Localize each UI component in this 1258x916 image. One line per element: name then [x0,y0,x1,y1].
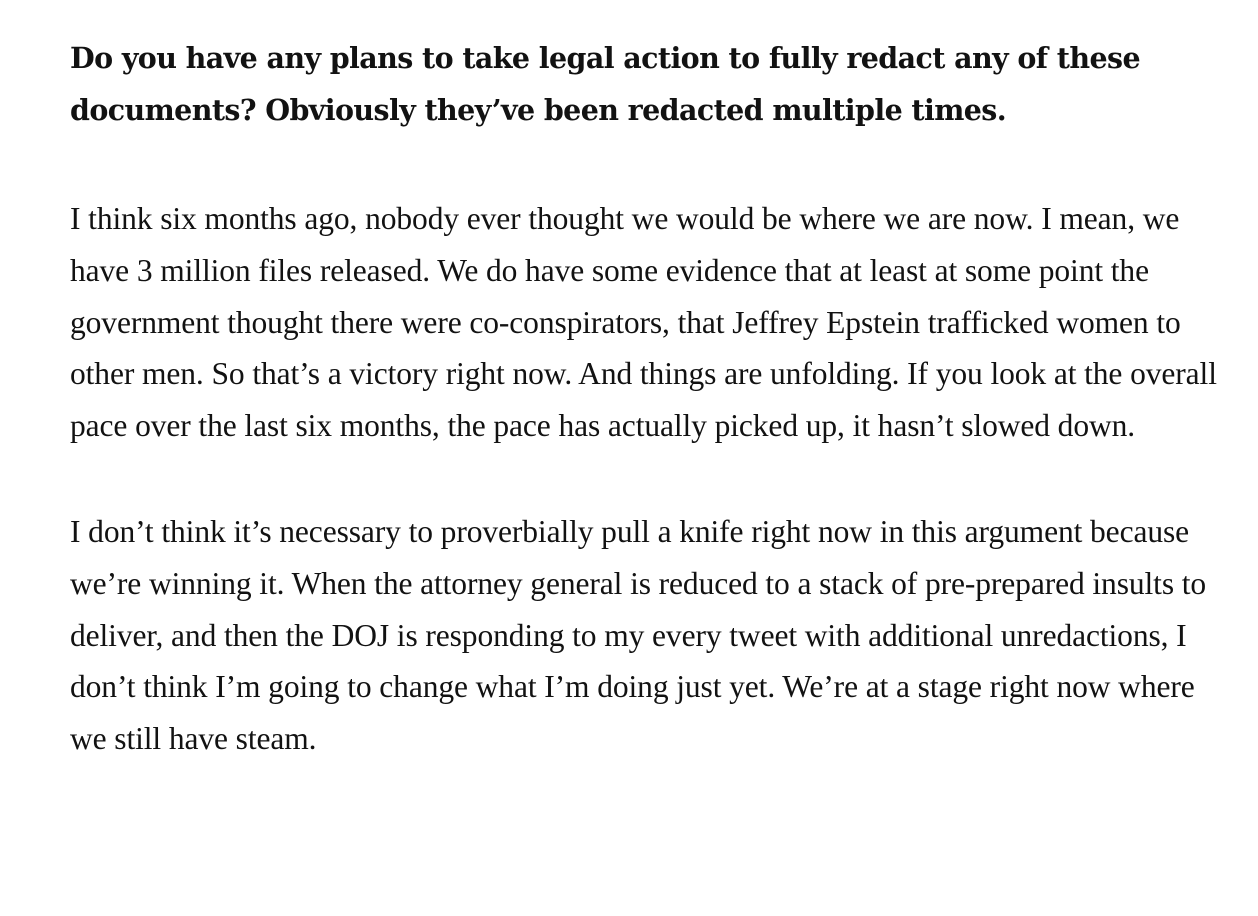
interview-question: Do you have any plans to take legal action to fully redact any of these documents? Obviously they’ve been redacted multiple times. [70,41,1140,127]
interview-answer-paragraph: I don’t think it’s necessary to proverbially pull a knife right now in this argument because we’re winning it. When the attorney general is reduced to a stack of pre-prepared insults to deliver, and then the DOJ is responding to my every tweet with additional unredactions, I don’t think I’m going to change what I’m doing just yet. We’re at a stage right now where we still have steam. [70,513,1207,757]
interview-answer-paragraph: I think six months ago, nobody ever thought we would be where we are now. I mean, we have 3 million files released. We do have some evidence that at least at some point the government thought there were co-conspirators, that Jeffrey Epstein trafficked women to other men. So that’s a victory right now. And things are unfolding. If you look at the overall pace over the last six months, the pace has actually picked up, it hasn’t slowed down. [70,201,1217,444]
article-body [70,32,1220,765]
